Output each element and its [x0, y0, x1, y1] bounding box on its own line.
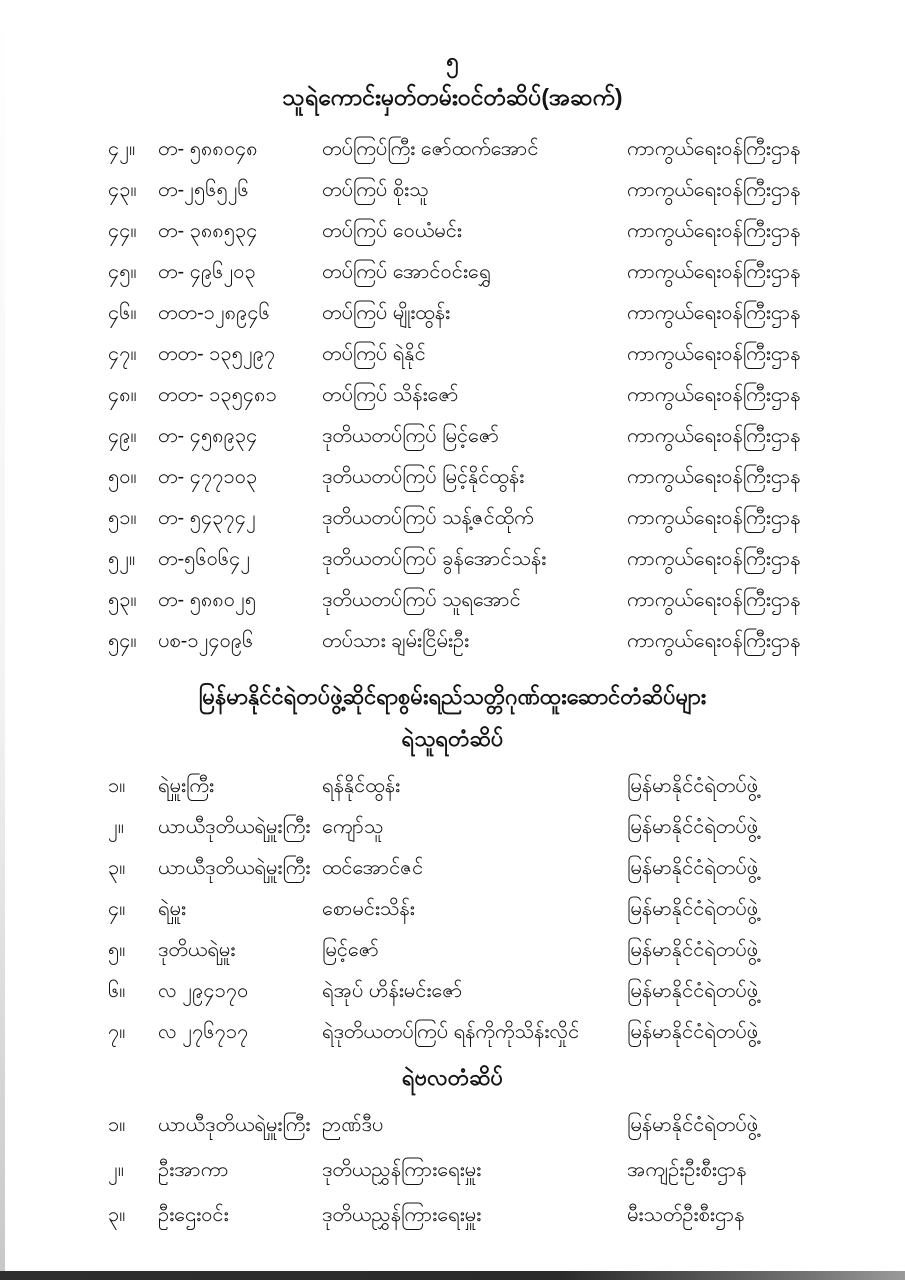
department: မီးသတ်ဦးစီးဌာန	[627, 1203, 745, 1226]
service-id-or-rank: တတ-၁၂၈၉၄၆	[158, 301, 270, 324]
rank-and-name: တပ်ကြပ် ဝေယံမင်း	[322, 219, 462, 242]
department: မြန်မာနိုင်ငံရဲတပ်ဖွဲ့	[627, 938, 759, 961]
rank-and-name: ဒုတိယညွှန်ကြားရေးမှူး	[322, 1203, 482, 1226]
rank-and-name: တပ်ကြပ် မျိုးထွန်း	[322, 301, 451, 324]
table-row	[108, 806, 875, 847]
rank-and-name: တပ်ကြပ် အောင်ဝင်းရွှေ	[322, 260, 491, 283]
serial-number: ၄၇။	[108, 342, 137, 365]
service-id-or-rank: တ-၂၅၆၅၂၆	[158, 178, 249, 201]
table-row	[108, 538, 875, 579]
table-row	[108, 415, 875, 456]
page-number: ၅	[446, 48, 459, 73]
service-id-or-rank: တ- ၅၈၈၀၄၈	[158, 137, 258, 160]
department: ကာကွယ်ရေးဝန်ကြီးဌာန	[627, 178, 801, 201]
rank-and-name: တပ်ကြပ်ကြီး ဇော်ထက်အောင်	[322, 137, 539, 160]
rank-and-name: တပ်ကြပ် ရဲနိုင်	[322, 342, 426, 365]
table-row	[108, 456, 875, 497]
service-id-or-rank: တ- ၅၈၈၀၂၅	[158, 588, 257, 611]
table-row	[108, 1147, 875, 1192]
service-id-or-rank: ဦးအာကာ	[158, 1158, 229, 1181]
table-row	[108, 888, 875, 929]
scan-edge-bottom	[0, 1271, 905, 1280]
serial-number: ၅၂။	[108, 547, 136, 570]
rank-and-name: ဒုတိယတပ်ကြပ် သန့်ဇင်ထိုက်	[322, 506, 534, 529]
table-row	[108, 333, 875, 374]
service-id-or-rank: ယာယီဒုတိယရဲမှူးကြီး	[158, 815, 311, 838]
department: မြန်မာနိုင်ငံရဲတပ်ဖွဲ့	[627, 897, 759, 920]
department: ကာကွယ်ရေးဝန်ကြီးဌာန	[627, 465, 801, 488]
service-id-or-rank: ယာယီဒုတိယရဲမှူးကြီး	[158, 856, 311, 879]
serial-number: ၅၁။	[108, 506, 137, 529]
service-id-or-rank: တ- ၅၄၃၇၄၂	[158, 506, 256, 529]
department: ကာကွယ်ရေးဝန်ကြီးဌာန	[627, 424, 801, 447]
table-row	[108, 929, 875, 970]
rank-and-name: ရဲအုပ် ဟိန်းမင်းဇော်	[322, 979, 463, 1002]
serial-number: ၅။	[108, 938, 126, 961]
rank-and-name: စောမင်းသိန်း	[322, 897, 415, 920]
serial-number: ၄၂။	[108, 137, 136, 160]
serial-number: ၁။	[108, 1113, 126, 1136]
serial-number: ၄၃။	[108, 178, 137, 201]
department: ကာကွယ်ရေးဝန်ကြီးဌာန	[627, 629, 801, 652]
table-row	[108, 497, 875, 538]
service-id-or-rank: တ-၅၆၀၆၄၂	[158, 547, 251, 570]
table-row	[108, 169, 875, 210]
table-row	[108, 374, 875, 415]
rank-and-name: ဒုတိယတပ်ကြပ် မြင့်နိုင်ထွန်း	[322, 465, 525, 488]
department: မြန်မာနိုင်ငံရဲတပ်ဖွဲ့	[627, 1020, 759, 1043]
serial-number: ၄၉။	[108, 424, 137, 447]
service-id-or-rank: တ- ၄၉၆၂၀၃	[158, 260, 256, 283]
department: ကာကွယ်ရေးဝန်ကြီးဌာန	[627, 342, 801, 365]
service-id-or-rank: ဦးဌေးဝင်း	[158, 1203, 229, 1226]
ye-bala-medal-heading: ရဲဗလတံဆိပ်	[401, 1065, 504, 1090]
rank-and-name: ထင်အောင်ဇင်	[322, 856, 424, 879]
table-row	[108, 210, 875, 251]
rank-and-name: တပ်ကြပ် သိန်းဇော်	[322, 383, 459, 406]
service-id-or-rank: တတ- ၁၃၅၄၈၁	[158, 383, 277, 406]
department: ကာကွယ်ရေးဝန်ကြီးဌာန	[627, 219, 801, 242]
rank-and-name: ဉာဏ်ဒီပ	[322, 1113, 384, 1136]
serial-number: ၄၄။	[108, 219, 137, 242]
ye-thura-medal-heading: ရဲသူရတံဆိပ်	[401, 726, 504, 751]
department: မြန်မာနိုင်ငံရဲတပ်ဖွဲ့	[627, 856, 759, 879]
rank-and-name: ကျော်သူ	[322, 815, 384, 838]
service-id-or-rank: ပစ-၁၂၄၀၉၆	[158, 629, 254, 652]
service-id-or-rank: ရဲမှူး	[158, 897, 186, 920]
table-row	[108, 579, 875, 620]
department: ကာကွယ်ရေးဝန်ကြီးဌာန	[627, 383, 801, 406]
rank-and-name: တပ်သား ချမ်းငြိမ်းဦး	[322, 629, 470, 652]
ye-bala-medal-list	[0, 1102, 905, 1237]
table-row	[108, 620, 875, 661]
serial-number: ၄၆။	[108, 301, 137, 324]
serial-number: ၅၃။	[108, 588, 137, 611]
police-medals-heading: မြန်မာနိုင်ငံရဲတပ်ဖွဲ့ဆိုင်ရာစွမ်းရည်သတ္တိဂုဏ်ထူးဆောင်တံဆိပ်များ	[198, 684, 707, 709]
department: ကာကွယ်ရေးဝန်ကြီးဌာန	[627, 137, 801, 160]
document-title: သူရဲကောင်းမှတ်တမ်းဝင်တံဆိပ်(အဆက်)	[282, 84, 623, 110]
department: ကာကွယ်ရေးဝန်ကြီးဌာန	[627, 506, 801, 529]
table-row	[108, 128, 875, 169]
rank-and-name: တပ်ကြပ် စိုးသူ	[322, 178, 429, 201]
service-id-or-rank: ဒုတိယရဲမှူး	[158, 938, 236, 961]
rank-and-name: ရန်နိုင်ထွန်း	[322, 774, 401, 797]
department: ကာကွယ်ရေးဝန်ကြီးဌာန	[627, 301, 801, 324]
hero-medal-list	[0, 128, 905, 661]
department: အကျဉ်းဦးစီးဌာန	[627, 1158, 747, 1181]
serial-number: ၆။	[108, 979, 126, 1002]
table-row	[108, 1102, 875, 1147]
service-id-or-rank: လ ၂၇၆၇၁၇	[158, 1020, 249, 1043]
department: ကာကွယ်ရေးဝန်ကြီးဌာန	[627, 260, 801, 283]
serial-number: ၄၈။	[108, 383, 137, 406]
table-row	[108, 1192, 875, 1237]
serial-number: ၅၀။	[108, 465, 137, 488]
serial-number: ၃။	[108, 1203, 126, 1226]
rank-and-name: မြင့်ဇော်	[322, 938, 379, 961]
department: ကာကွယ်ရေးဝန်ကြီးဌာန	[627, 547, 801, 570]
service-id-or-rank: လ ၂၉၄၁၇၀	[158, 979, 249, 1002]
table-row	[108, 251, 875, 292]
serial-number: ၂။	[108, 1158, 124, 1181]
service-id-or-rank: တ- ၄၇၇၁၀၃	[158, 465, 258, 488]
serial-number: ၄၅။	[108, 260, 137, 283]
rank-and-name: ဒုတိယညွှန်ကြားရေးမှူး	[322, 1158, 482, 1181]
rank-and-name: ဒုတိယတပ်ကြပ် ခွန်အောင်သန်း	[322, 547, 547, 570]
department: မြန်မာနိုင်ငံရဲတပ်ဖွဲ့	[627, 1113, 759, 1136]
scan-edge-left	[0, 0, 5, 1280]
serial-number: ၃။	[108, 856, 126, 879]
table-row	[108, 970, 875, 1011]
table-row	[108, 1011, 875, 1052]
service-id-or-rank: ရဲမှူးကြီး	[158, 774, 214, 797]
service-id-or-rank: တတ- ၁၃၅၂၉၇	[158, 342, 276, 365]
rank-and-name: ဒုတိယတပ်ကြပ် သူရအောင်	[322, 588, 521, 611]
table-row	[108, 292, 875, 333]
department: ကာကွယ်ရေးဝန်ကြီးဌာန	[627, 588, 801, 611]
serial-number: ၁။	[108, 774, 126, 797]
ye-thura-medal-list	[0, 765, 905, 1052]
serial-number: ၅၄။	[108, 629, 137, 652]
serial-number: ၇။	[108, 1020, 126, 1043]
service-id-or-rank: ယာယီဒုတိယရဲမှူးကြီး	[158, 1113, 311, 1136]
department: မြန်မာနိုင်ငံရဲတပ်ဖွဲ့	[627, 815, 759, 838]
serial-number: ၂။	[108, 815, 124, 838]
department: မြန်မာနိုင်ငံရဲတပ်ဖွဲ့	[627, 774, 759, 797]
rank-and-name: ဒုတိယတပ်ကြပ် မြင့်ဇော်	[322, 424, 499, 447]
service-id-or-rank: တ- ၄၅၈၉၃၄	[158, 424, 258, 447]
table-row	[108, 765, 875, 806]
rank-and-name: ရဲဒုတိယတပ်ကြပ် ရန်ကိုကိုသိန်းလှိုင်	[322, 1020, 580, 1043]
serial-number: ၄။	[108, 897, 126, 920]
service-id-or-rank: တ- ၃၈၈၅၃၄	[158, 219, 258, 242]
table-row	[108, 847, 875, 888]
department: မြန်မာနိုင်ငံရဲတပ်ဖွဲ့	[627, 979, 759, 1002]
